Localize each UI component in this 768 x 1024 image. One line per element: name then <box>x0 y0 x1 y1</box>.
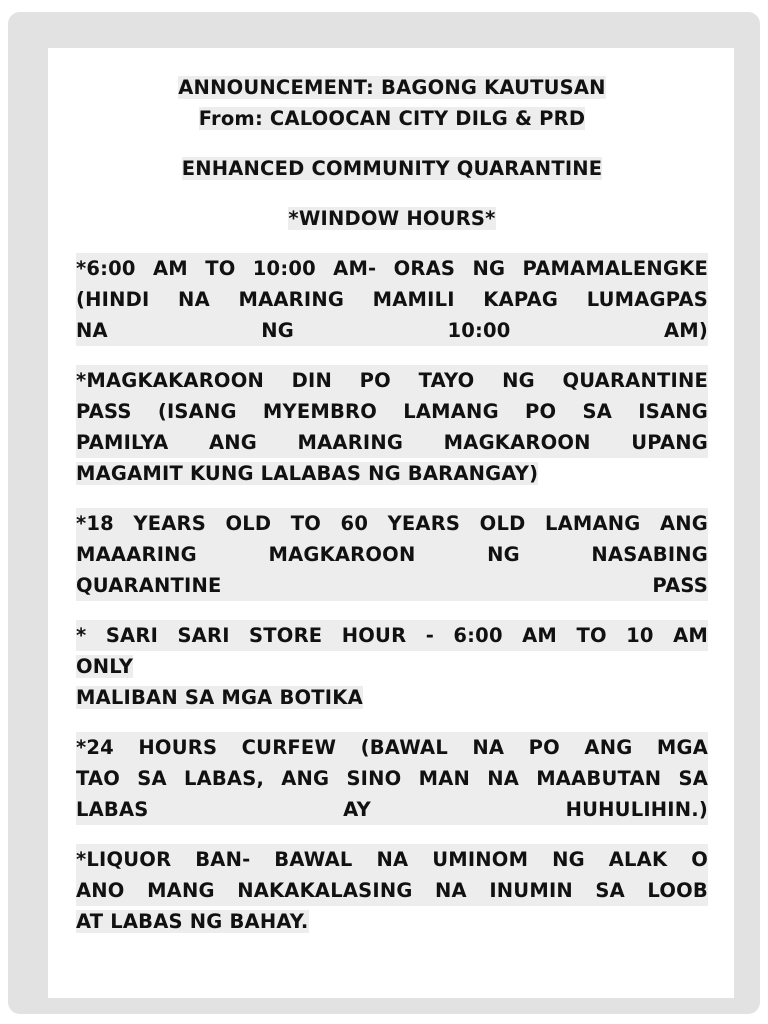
announcement-title: ANNOUNCEMENT: BAGONG KAUTUSAN <box>178 76 606 99</box>
window-hours-block <box>76 203 708 234</box>
curfew-line-3: LABAS AY HUHULIHIN.) <box>76 794 708 825</box>
document-frame <box>8 12 760 1014</box>
age-line-1: *18 YEARS OLD TO 60 YEARS OLD LAMANG ANG <box>76 508 708 539</box>
market-line-2: (HINDI NA MAARING MAMILI KAPAG LUMAGPAS <box>76 284 708 315</box>
window-hours-heading: *WINDOW HOURS* <box>288 207 496 230</box>
announcement-content <box>76 72 708 937</box>
quarantine-subtitle: ENHANCED COMMUNITY QUARANTINE <box>181 157 603 180</box>
curfew-line-1: *24 HOURS CURFEW (BAWAL NA PO ANG MGA <box>76 732 708 763</box>
pass-line-3: PAMILYA ANG MAARING MAGKAROON UPANG <box>76 427 708 458</box>
market-line-1: *6:00 AM TO 10:00 AM- ORAS NG PAMAMALENGKE <box>76 253 708 284</box>
announcement-header <box>76 72 708 134</box>
liquor-line-3: AT LABAS NG BAHAY. <box>76 910 309 933</box>
store-line-3: MALIBAN SA MGA BOTIKA <box>76 686 363 709</box>
announcement-source: From: CALOOCAN CITY DILG & PRD <box>198 107 586 130</box>
quarantine-subtitle-block <box>76 153 708 184</box>
curfew-section <box>76 732 708 825</box>
market-line-3: NA NG 10:00 AM) <box>76 315 708 346</box>
curfew-line-2: TAO SA LABAS, ANG SINO MAN NA MAABUTAN SA <box>76 763 708 794</box>
age-line-2: MAAARING MAGKAROON NG NASABING <box>76 539 708 570</box>
pass-line-1: *MAGKAKAROON DIN PO TAYO NG QUARANTINE <box>76 365 708 396</box>
store-line-1: * SARI SARI STORE HOUR - 6:00 AM TO 10 AM <box>76 620 708 651</box>
liquor-ban-section <box>76 844 708 937</box>
liquor-line-2: ANO MANG NAKAKALASING NA INUMIN SA LOOB <box>76 875 708 906</box>
age-requirement-section <box>76 508 708 601</box>
pass-line-2: PASS (ISANG MYEMBRO LAMANG PO SA ISANG <box>76 396 708 427</box>
announcement-page <box>48 48 734 998</box>
pass-line-4: MAGAMIT KUNG LALABAS NG BARANGAY) <box>76 462 539 485</box>
quarantine-pass-section <box>76 365 708 489</box>
liquor-line-1: *LIQUOR BAN- BAWAL NA UMINOM NG ALAK O <box>76 844 708 875</box>
store-hours-section <box>76 620 708 713</box>
market-hours-section <box>76 253 708 346</box>
age-line-3: QUARANTINE PASS <box>76 570 708 601</box>
store-line-2: ONLY <box>76 655 134 678</box>
